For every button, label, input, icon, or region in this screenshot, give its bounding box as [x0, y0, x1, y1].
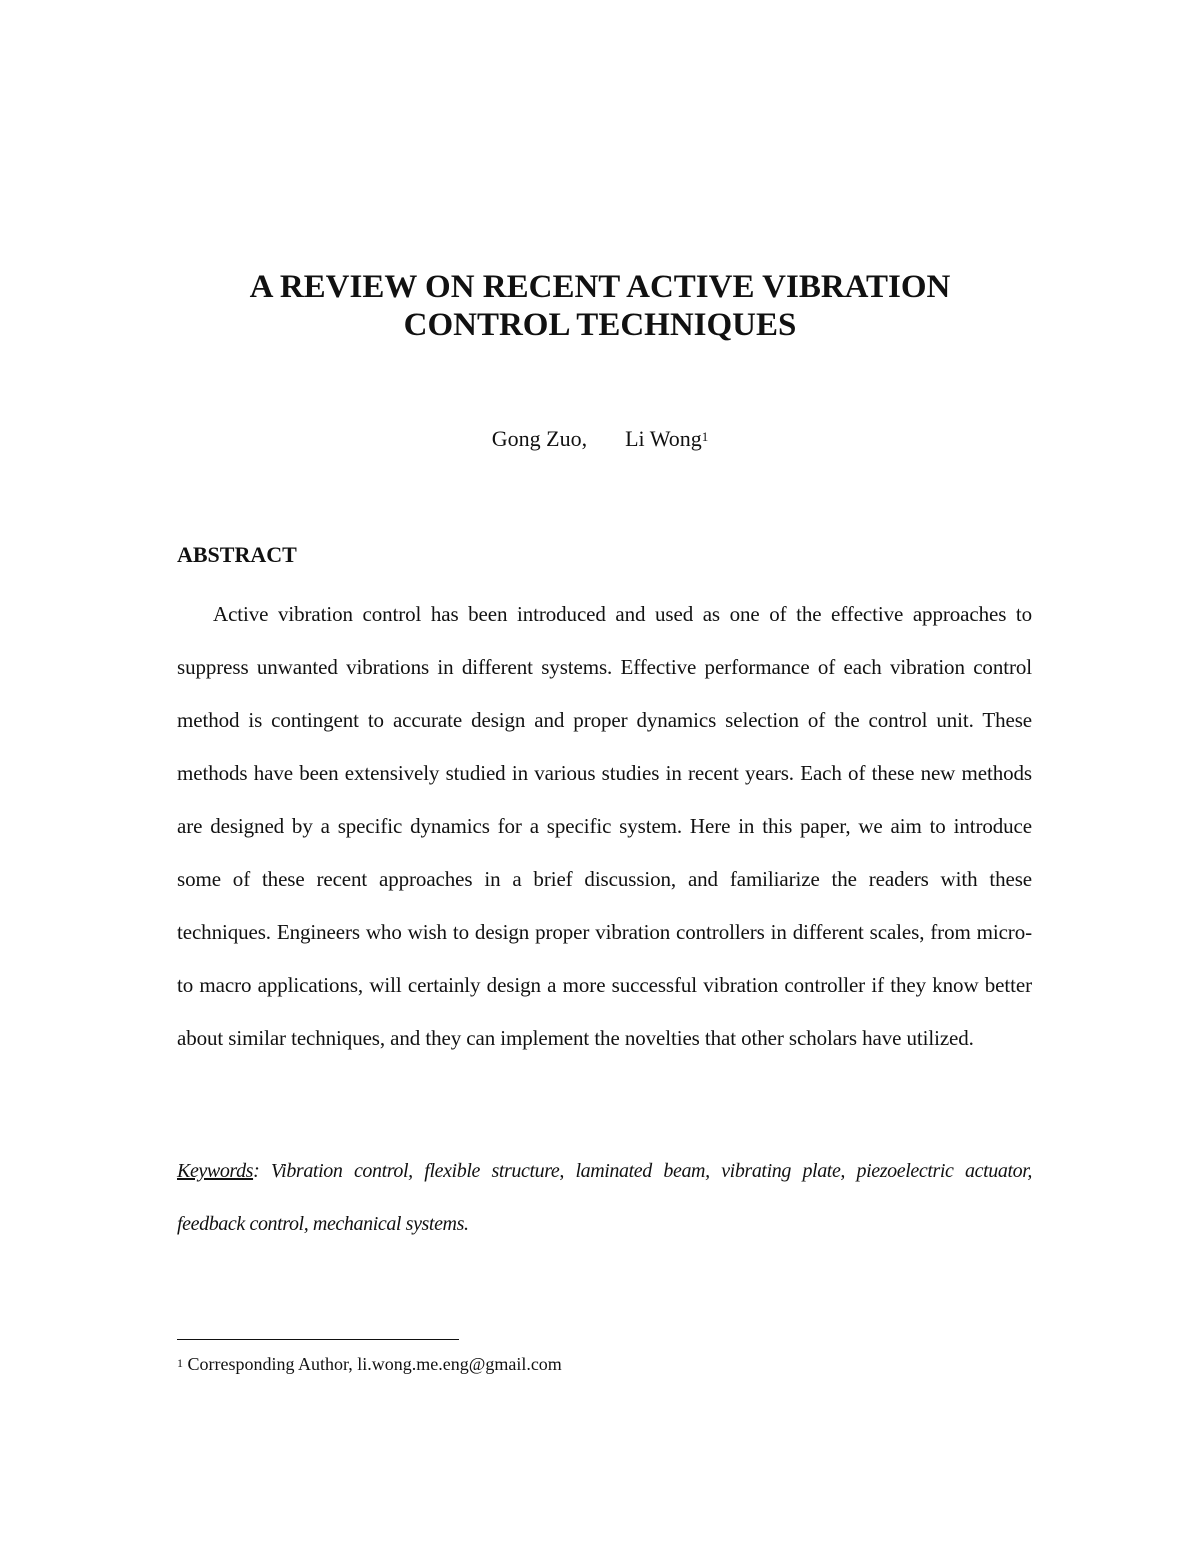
- footnote-divider: [177, 1339, 459, 1340]
- footnote: [177, 1352, 562, 1376]
- keywords-line: [177, 1145, 1032, 1251]
- author-name-2: Li Wong: [625, 426, 702, 451]
- paper-title-line-1: A REVIEW ON RECENT ACTIVE VIBRATION: [249, 269, 951, 305]
- author-name-1: Gong Zuo,: [491, 426, 588, 451]
- footnote-mark: 1: [177, 1356, 183, 1370]
- keywords-separator: :: [253, 1160, 260, 1182]
- abstract-heading: ABSTRACT: [177, 542, 297, 567]
- keywords-label: Keywords: [177, 1160, 254, 1182]
- footnote-text: Corresponding Author, li.wong.me.eng@gmail.com: [183, 1354, 562, 1374]
- paper-title-line-2: CONTROL TECHNIQUES: [403, 307, 797, 343]
- author-footnote-mark: 1: [701, 429, 709, 444]
- author-list: [0, 424, 1200, 454]
- abstract-text: Active vibration control has been introduced and used as one of the effective approaches to suppress unwanted vibrations in different systems. Effective performance of each vibration control method is contingent to accurate design and proper dynamics selection of the control unit. These methods have been extensively studied in various studies in recent years. Each of these new methods are designed by a specific dynamics for a specific system. Here in this paper, we aim to introduce some of these recent approaches in a brief discussion, and familiarize the readers with these techniques. Engineers who wish to design proper vibration controllers in different scales, from micro- to macro applications, will certainly design a more successful vibration controller if they know better about similar techniques, and they can implement the novelties that other scholars have utilized.: [177, 602, 1032, 1050]
- keywords-text: Vibration control, flexible structure, laminated beam, vibrating plate, piezoelectric actuator, feedback control, mechanical systems.: [177, 1160, 1032, 1235]
